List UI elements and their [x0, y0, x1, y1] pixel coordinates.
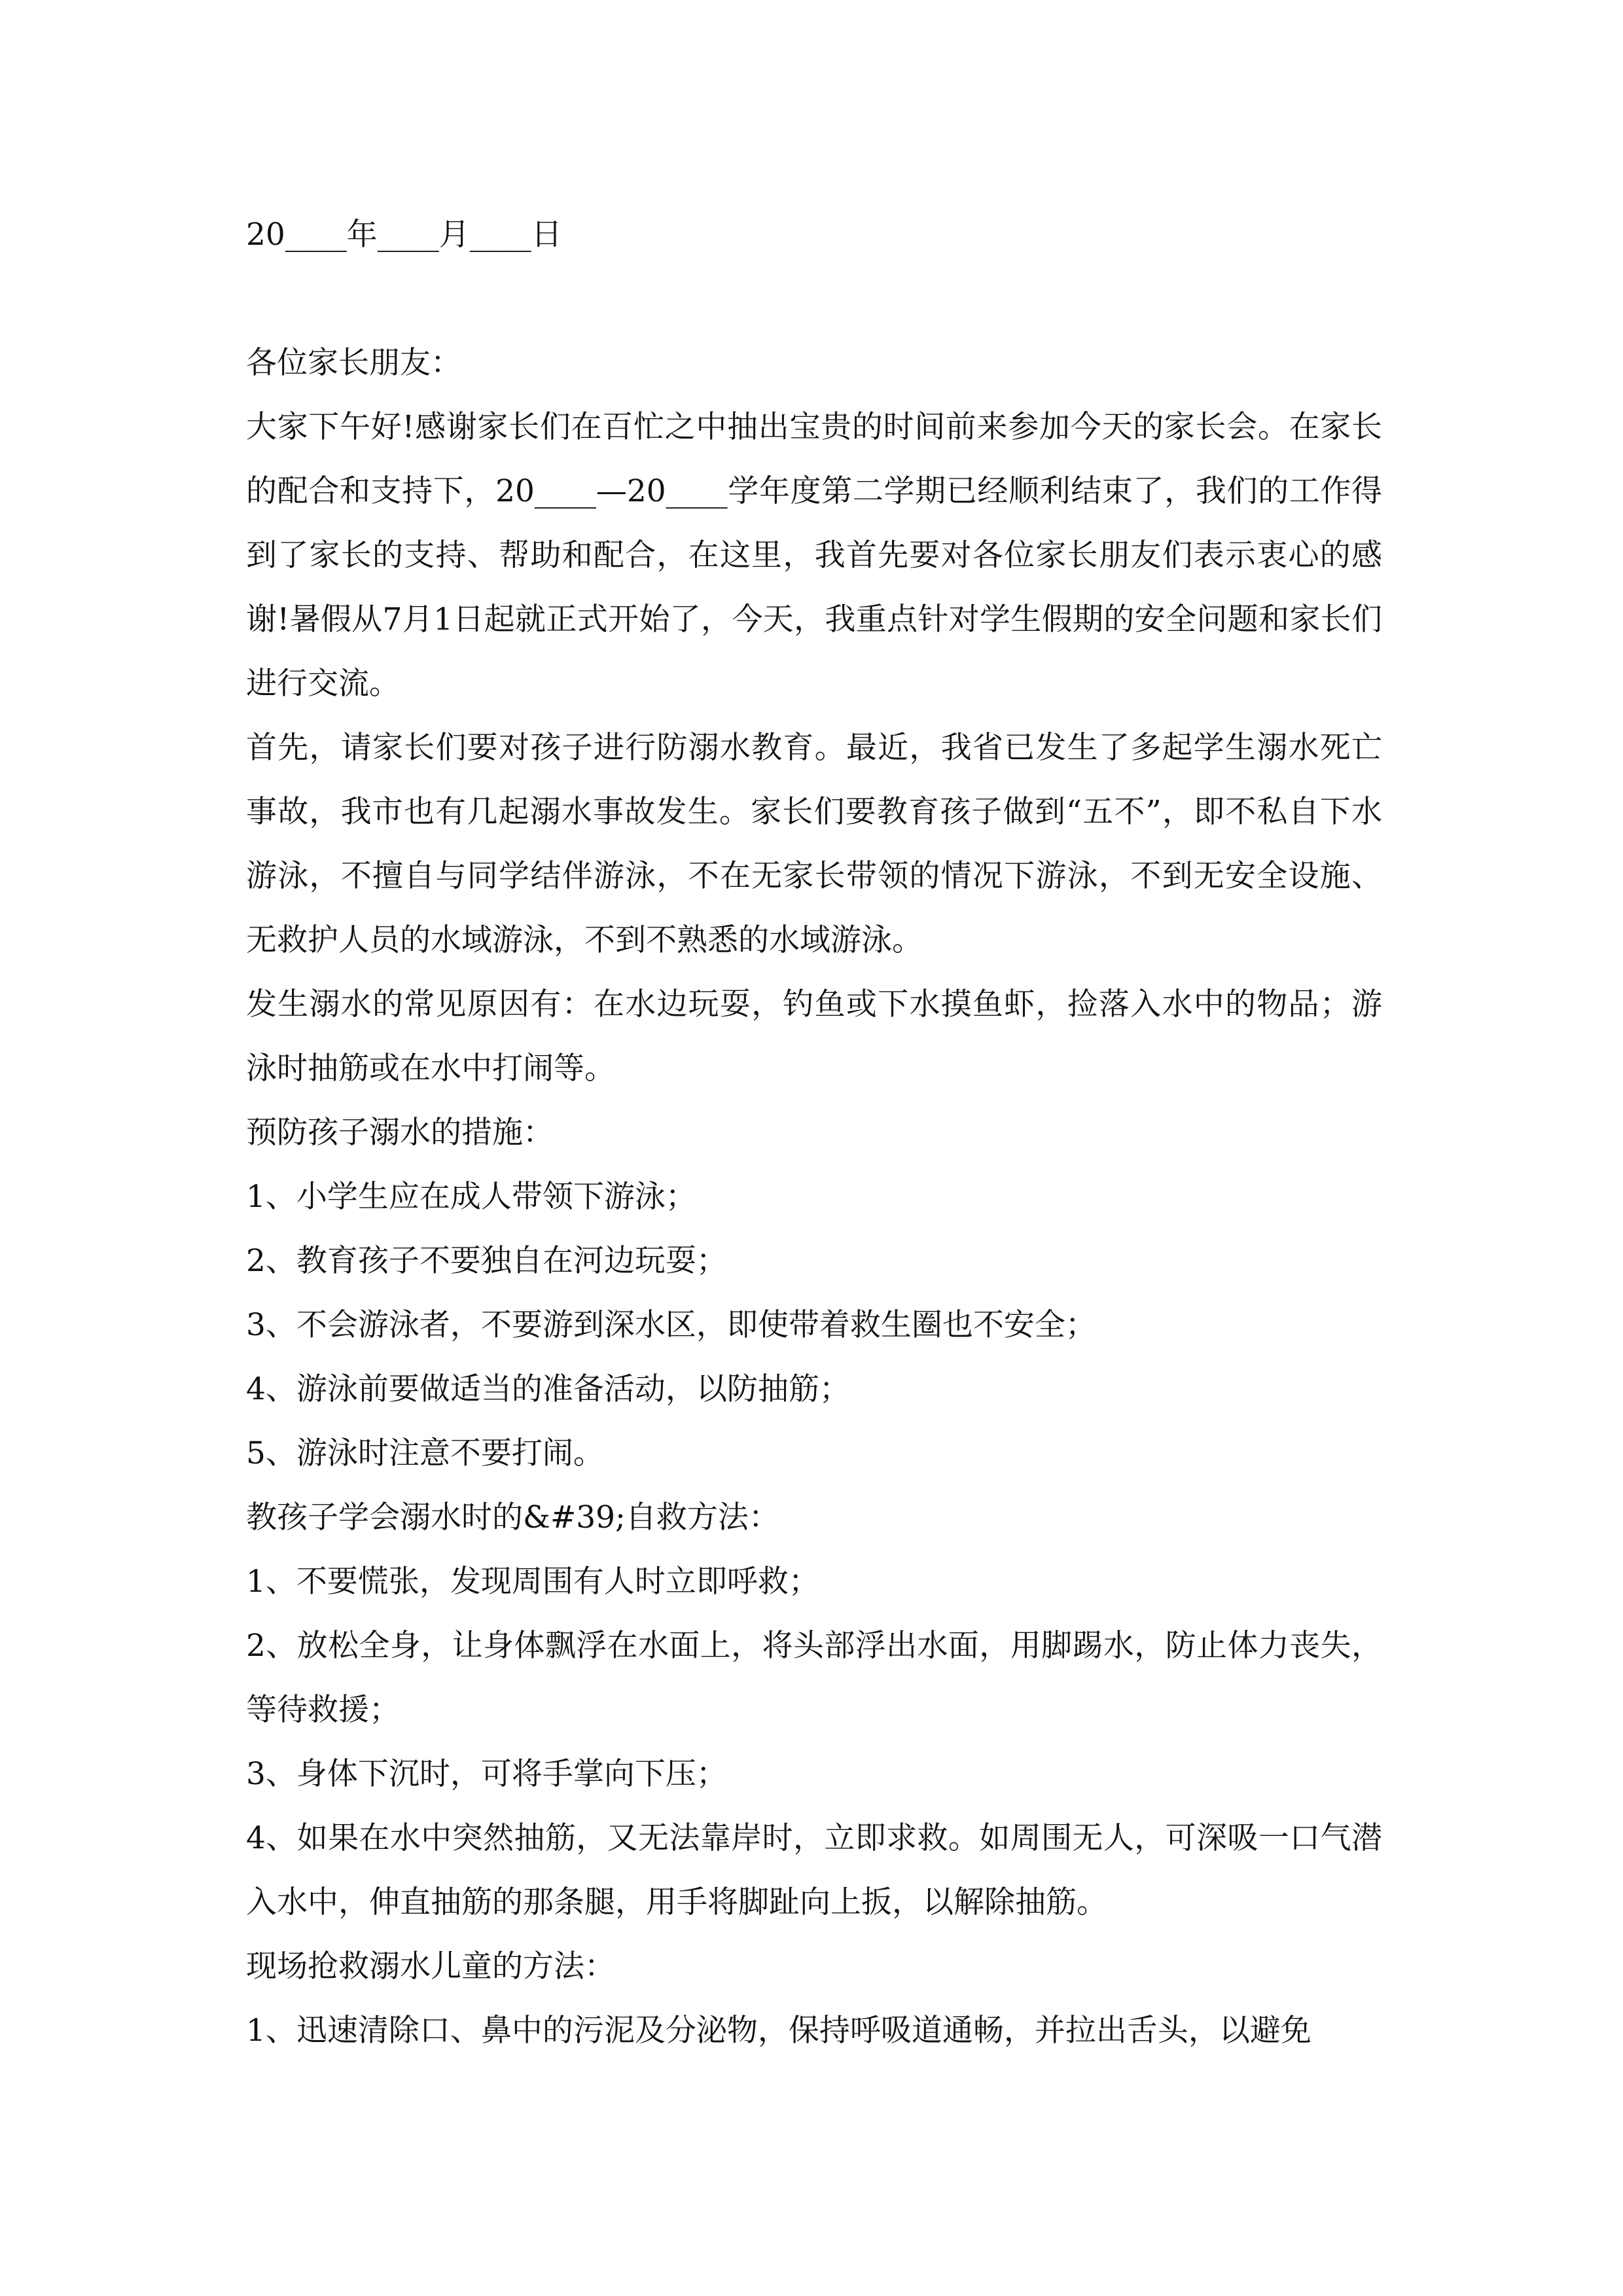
heading-self-rescue: 教孩子学会溺水时的&#39;自救方法：: [246, 1499, 779, 1535]
date-line: 20____年____月____日: [246, 217, 562, 253]
list-item-prevention-2: 2、教育孩子不要独自在河边玩耍；: [246, 1243, 727, 1279]
heading-onsite-rescue: 现场抢救溺水儿童的方法：: [246, 1948, 615, 1984]
list-item-self-rescue-4: 4、如果在水中突然抽筋，又无法靠岸时，立即求救。如周围无人，可深吸一口气潜入水中，伸直抽筋的那条腿，用手将脚趾向上扳，以解除抽筋。: [246, 1820, 1382, 1920]
list-item-prevention-3: 3、不会游泳者，不要游到深水区，即使带着救生圈也不安全；: [246, 1307, 1096, 1343]
document-body: [246, 203, 1382, 2063]
list-item-self-rescue-1: 1、不要慌张，发现周围有人时立即呼救；: [246, 1564, 819, 1600]
salutation: 各位家长朋友：: [246, 345, 461, 381]
list-item-prevention-1: 1、小学生应在成人带领下游泳；: [246, 1179, 696, 1215]
list-item-self-rescue-2: 2、放松全身，让身体飘浮在水面上，将头部浮出水面，用脚踢水，防止体力丧失，等待救援；: [246, 1628, 1382, 1728]
paragraph-drowning-education: 首先，请家长们要对孩子进行防溺水教育。最近，我省已发生了多起学生溺水死亡事故，我市也有几起溺水事故发生。家长们要教育孩子做到“五不”，即不私自下水游泳，不擅自与同学结伴游泳，不在无家长带领的情况下游泳，不到无安全设施、无救护人员的水域游泳，不到不熟悉的水域游泳。: [246, 730, 1382, 958]
list-item-onsite-rescue-1: 1、迅速清除口、鼻中的污泥及分泌物，保持呼吸道通畅，并拉出舌头，以避免: [246, 2013, 1311, 2049]
list-item-prevention-5: 5、游泳时注意不要打闹。: [246, 1435, 604, 1471]
paragraph-drowning-causes: 发生溺水的常见原因有：在水边玩耍，钓鱼或下水摸鱼虾，捡落入水中的物品；游泳时抽筋或在水中打闹等。: [246, 986, 1382, 1086]
list-item-self-rescue-3: 3、身体下沉时，可将手掌向下压；: [246, 1756, 727, 1792]
list-item-prevention-4: 4、游泳前要做适当的准备活动，以防抽筋；: [246, 1371, 850, 1407]
heading-prevention-measures: 预防孩子溺水的措施：: [246, 1115, 554, 1151]
paragraph-opening: 大家下午好!感谢家长们在百忙之中抽出宝贵的时间前来参加今天的家长会。在家长的配合和支持下，20____—20____学年度第二学期已经顺利结束了，我们的工作得到了家长的支持、帮助和配合，在这里，我首先要对各位家长朋友们表示衷心的感谢!暑假从7月1日起就正式开始了，今天，我重点针对学生假期的安全问题和家长们进行交流。: [246, 409, 1382, 702]
